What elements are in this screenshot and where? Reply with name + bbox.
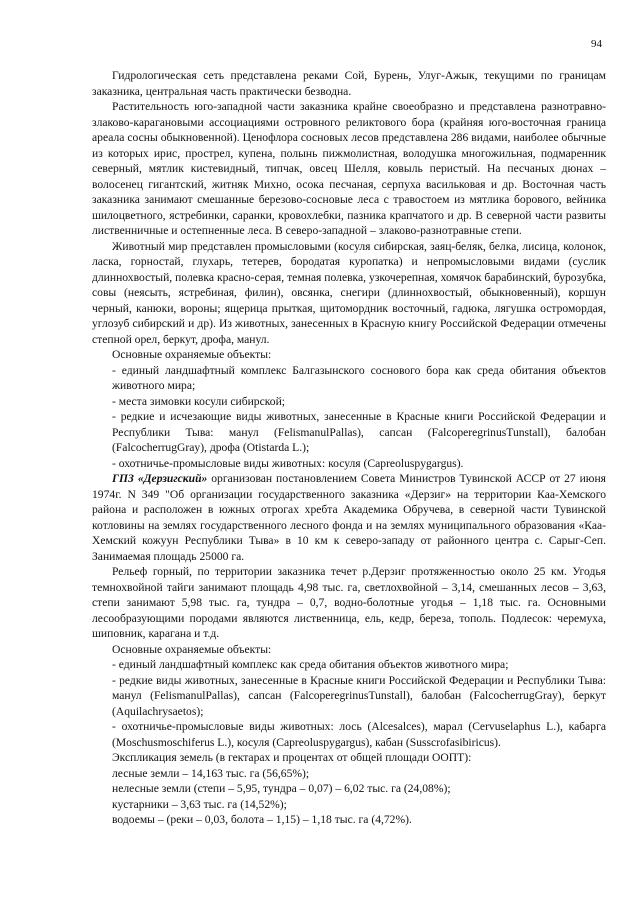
page-number: 94 [591,38,602,50]
paragraph [92,471,606,564]
list-item: - охотничье-промысловые виды животных: лось (Alcesalces), марал (Cervuselaphus L.), кабарга (Moschusmoschiferus L.), косуля (Capreoluspygargus), кабан (Susscrofasibiricus). [112,720,606,749]
list-item: - редкие виды животных, занесенные в Красные книги Российской Федерации и Республики Тыва: манул (FelismanulPallas), сапсан (FalcoperegrinusTunstall), балобан (FalcocherrugGray), беркут (Aquilachrysaetos); [112,673,606,718]
paragraph-text: организован постановлением Совета Министров Тувинской АССР от 27 июня 1974г. N 349 "Об организации государственного заказника «Дерзиг» на территории Каа-Хемского района и расположен в южных отрогах хребта Академика Обручева, в северной части Тувинской котловины на землях государственного лесного фонда и на землях муниципального образования «Каа-Хемский кожуун Республики Тыва» в 10 км к северо-западу от районного центра с. Сарыг-Сеп. Занимаемая площадь 25000 га. [92,472,606,563]
paragraph: Экспликация земель (в гектарах и процентах от общей площади ООПТ): [112,751,472,764]
list-item: - редкие и исчезающие виды животных, занесенные в Красные книги Российской Федерации и Республики Тыва: манул (FelismanulPallas), сапсан (FalcoperegrinusTunstall), балобан (FalcocherrugGray), дрофа (Otistarda L.); [112,410,606,454]
section-lead-title: ГПЗ «Дерзигский» [112,472,208,485]
paragraph: Растительность юго-западной части заказника крайне своеобразно и представлена разнотравно-злаково-карагановыми ассоциациями островного реликтового бора (крайняя юго-восточная граница ареала сосны обыкновенной). Ценофлора сосновых лесов представлена 286 видами, наиболее обычные из которых ирис, прострел, купена, полынь пижмолистная, володушка многожильная, подмаренник северный, мятлик кистевидный, типчак, овсец Шелля, ковыль перистый. На песчаных дюнах – волосенец гигантский, житняк Михно, осока песчаная, серпуха васильковая и др. Восточная часть заказника занимают смешанные березово-сосновые леса с травостоем из мятлика борового, вейника шилоцветного, ястребинки, саранки, кровохлебки, пазника крапчатого и др. В северной части развиты лиственничные и остепненные леса. В северо-западной – злаково-разнотравные степи. [92,100,606,237]
paragraph: водоемы – (реки – 0,03, болота – 1,15) – 1,18 тыс. га (4,72%). [112,813,412,826]
list-item: - единый ландшафтный комплекс как среда обитания объектов животного мира; [112,658,509,671]
paragraph: Основные охраняемые объекты: [112,642,272,656]
paragraph: Животный мир представлен промысловыми (косуля сибирская, заяц-беляк, белка, лисица, колонок, ласка, горностай, глухарь, тетерев, бородатая куропатка) и непромысловыми видами (суслик длиннохвостый, полевка красно-серая, темная полевка, узкочерепная, хомячок барабинский, бурозубка, совы (неясыть, ястребиная, филин), овсянка, снегири (длиннохвостый, обыкновенный), коршун черный, канюки, вороны; ящерица прыткая, щитомордник восточный, гадюка, лягушка остромордая, углозуб сибирский и др). Из животных, занесенных в Красную книгу Российской Федерации отмечены степной орел, беркут, дрофа, манул. [92,239,606,346]
list-item: - единый ландшафтный комплекс Балгазынского соснового бора как среда обитания объектов животного мира; [112,363,606,392]
list-item: - охотничье-промысловые виды животных: косуля (Capreoluspygargus). [112,456,464,470]
paragraph: Рельеф горный, по территории заказника течет р.Дерзиг протяженностью около 25 км. Угодья темнохвойной тайги занимают площадь 4,98 тыс. га, светлохвойной – 3,14, смешанных лесов – 3,63, степи занимают 5,98 тыс. га, тундра – 0,7, водно-болотные угодья – 1,18 тыс. га. Основными лесообразующими породами являются лиственница, ель, кедр, береза, тополь. Подлесок: черемуха, шиповник, карагана и т.д. [92,565,606,640]
paragraph: лесные земли – 14,163 тыс. га (56,65%); [112,766,310,780]
list-item: - места зимовки косули сибирской; [112,394,286,408]
paragraph: нелесные земли (степи – 5,95, тундра – 0,07) – 6,02 тыс. га (24,08%); [112,782,451,795]
paragraph: кустарники – 3,63 тыс. га (14,52%); [112,797,287,811]
paragraph: Гидрологическая сеть представлена реками Сой, Бурень, Улуг-Ажык, текущими по границам заказника, центральная часть практически безводна. [92,69,606,98]
paragraph: Основные охраняемые объекты: [112,348,272,361]
document-body [92,68,606,828]
